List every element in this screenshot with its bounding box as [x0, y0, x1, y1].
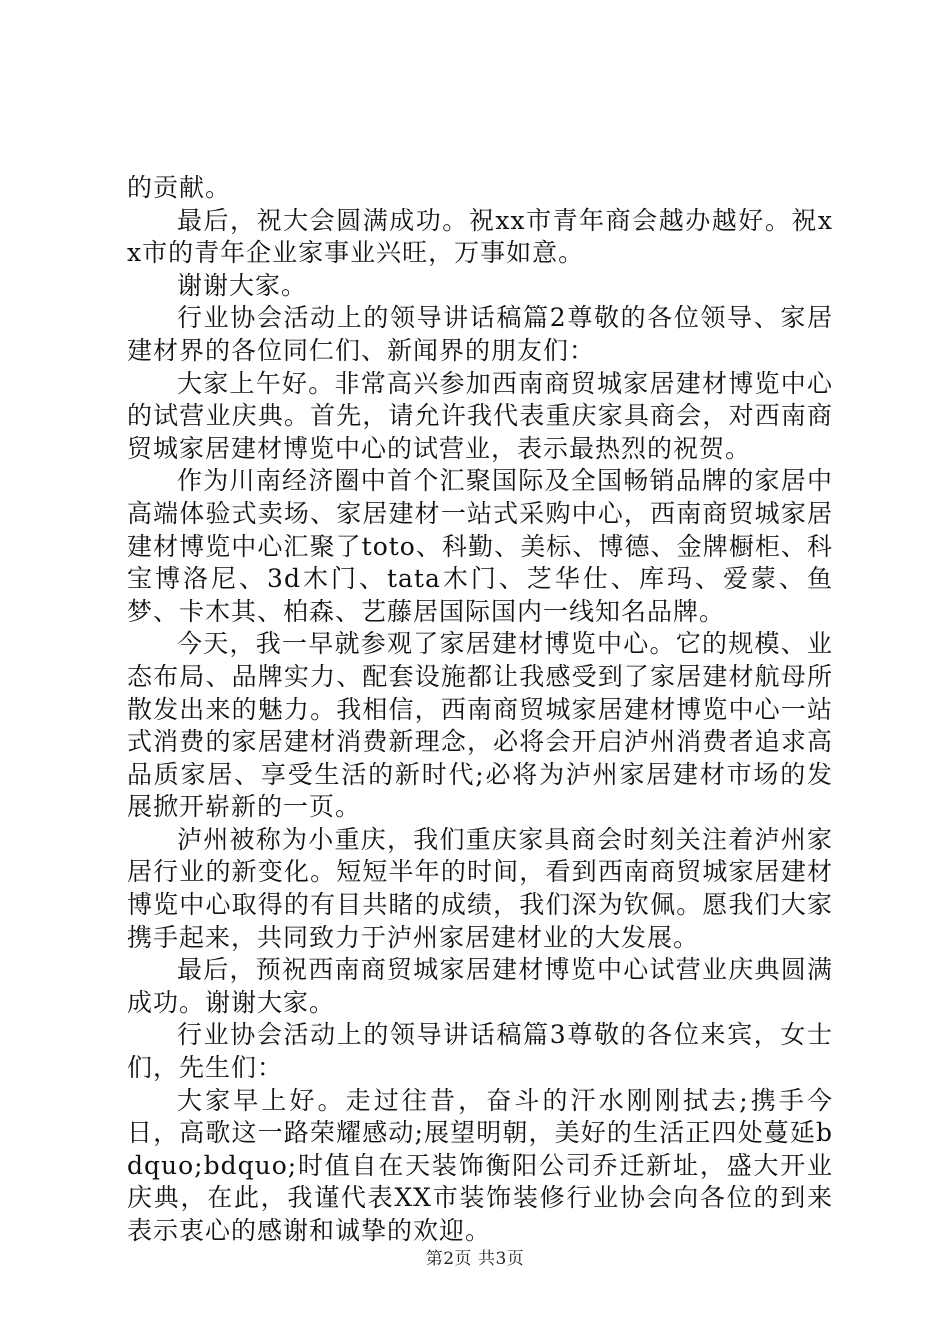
document-body: [127, 172, 833, 1248]
paragraph: 大家早上好。走过往昔，奋斗的汗水刚刚拭去;携手今日，高歌这一路荣耀感动;展望明朝，美好的生活正四处蔓延bdquo;bdquo;时值自在天装饰衡阳公司乔迁新址，盛大开业庆典，在此，我谨代表XX市装饰装修行业协会向各位的到来表示衷心的感谢和诚挚的欢迎。: [127, 1085, 833, 1245]
paragraph: 今天，我一早就参观了家居建材博览中心。它的规模、业态布局、品牌实力、配套设施都让我感受到了家居建材航母所散发出来的魅力。我相信，西南商贸城家居建材博览中心一站式消费的家居建材消费新理念，必将会开启泸州消费者追求高品质家居、享受生活的新时代;必将为泸州家居建材市场的发展掀开崭新的一页。: [127, 629, 833, 822]
paragraph: 谢谢大家。: [177, 270, 308, 300]
paragraph: 行业协会活动上的领导讲话稿篇2尊敬的各位领导、家居建材界的各位同仁们、新闻界的朋友们：: [127, 303, 833, 365]
paragraph: 的贡献。: [127, 173, 232, 202]
page-footer: 第2页 共3页: [425, 1249, 525, 1269]
paragraph: 最后，预祝西南商贸城家居建材博览中心试营业庆典圆满成功。谢谢大家。: [127, 955, 833, 1017]
paragraph: 泸州被称为小重庆，我们重庆家具商会时刻关注着泸州家居行业的新变化。短短半年的时间，看到西南商贸城家居建材博览中心取得的有目共睹的成绩，我们深为钦佩。愿我们大家携手起来，共同致力于泸州家居建材业的大发展。: [127, 824, 833, 952]
paragraph: 作为川南经济圈中首个汇聚国际及全国畅销品牌的家居中高端体验式卖场、家居建材一站式采购中心，西南商贸城家居建材博览中心汇聚了toto、科勤、美标、博德、金牌橱柜、科宝博洛尼、3d木门、tata木门、芝华仕、库玛、爱蒙、鱼梦、卡木其、柏森、艺藤居国际国内一线知名品牌。: [127, 466, 833, 626]
paragraph: 最后，祝大会圆满成功。祝xx市青年商会越办越好。祝xx市的青年企业家事业兴旺，万事如意。: [127, 205, 833, 268]
paragraph: 行业协会活动上的领导讲话稿篇3尊敬的各位来宾，女士们，先生们：: [127, 1020, 833, 1083]
paragraph: 大家上午好。非常高兴参加西南商贸城家居建材博览中心的试营业庆典。首先，请允许我代表重庆家具商会，对西南商贸城家居建材博览中心的试营业，表示最热烈的祝贺。: [127, 368, 833, 463]
